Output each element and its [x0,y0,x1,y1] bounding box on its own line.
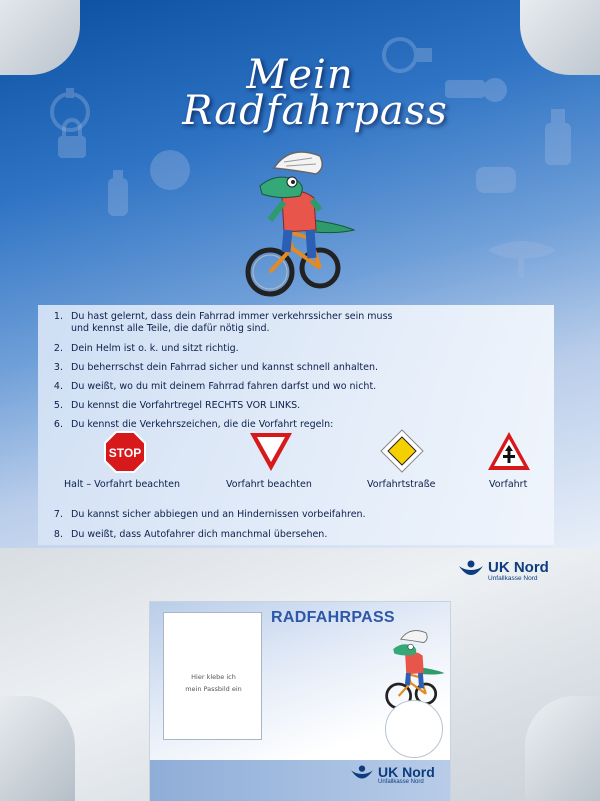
title-line-2: Radfahrpass [182,88,448,134]
sign-label-right-of-way: Vorfahrt [489,479,528,490]
logo-name: UK Nord [488,559,549,576]
priority-road-sign-icon [380,429,424,473]
rule-item-3: 3. Du beherrschst dein Fahrrad sicher und kannst schnell anhalten. [53,362,379,373]
card-footer-strip [150,760,450,801]
right-of-way-sign-icon [486,430,532,472]
bottle-icon [90,168,145,223]
rule-item-2: 2. Dein Helm ist o. k. und sitzt richtig. [53,343,239,354]
rule-item-5: 5. Du kennst die Vorfahrtregel RECHTS VOR LINKS. [53,400,301,411]
rules-panel [38,305,554,545]
stop-sign-text: STOP [108,446,142,460]
uk-nord-logo-mark-icon [458,560,484,580]
card-title: RADFAHRPASS [271,609,395,626]
card-logo-mark-icon [350,765,374,783]
card-logo-name: UK Nord [378,764,435,780]
reflector-icon [140,140,200,200]
title-line-1: Mein [246,52,354,98]
saddle-icon [482,232,562,287]
pass-card [149,601,451,801]
rule-item-7: 7. Du kannst sicher abbiegen und an Hindernissen vorbeifahren. [53,509,366,520]
rule-item-8: 8. Du weißt, dass Autofahrer dich manchmal übersehen. [53,529,328,540]
rule-item-6: 6. Du kennst die Verkehrszeichen, die die Vorfahrt regeln: [53,419,334,430]
logo-subtitle: Unfallkasse Nord [488,575,538,582]
sign-label-priority-road: Vorfahrtstraße [367,479,436,490]
rule-item-4: 4. Du weißt, wo du mit deinem Fahrrad fahren darfst und wo nicht. [53,381,377,392]
sign-label-stop: Halt – Vorfahrt beachten [64,479,180,490]
stop-sign-icon [104,431,146,473]
stamp-circle [385,700,443,758]
photo-text-line-1: Hier klebe ich [191,673,236,681]
card-logo-subtitle: Unfallkasse Nord [378,779,424,785]
rule-item-1: 1. Du hast gelernt, dass dein Fahrrad immer verkehrssicher sein muss und kennst alle Teile, die dafür nötig sind. [53,311,393,334]
card-uk-nord-logo [350,765,435,786]
crocodile-cyclist-illustration [240,140,360,305]
corner-bottom-right [525,696,600,801]
photo-placeholder [163,612,262,740]
uk-nord-logo [458,560,549,582]
yield-sign-icon [248,431,294,473]
corner-bottom-left [0,696,75,801]
photo-text-line-2: mein Passbild ein [185,685,242,693]
headlight-icon [470,155,530,205]
sign-label-yield: Vorfahrt beachten [226,479,312,490]
